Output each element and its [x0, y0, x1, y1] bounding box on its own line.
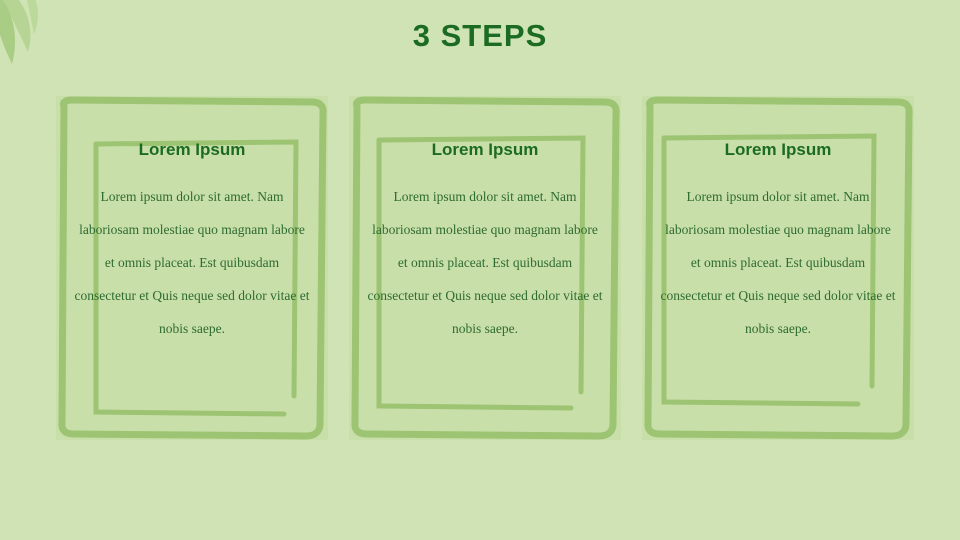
card-heading-1: Lorem Ipsum	[138, 140, 246, 159]
card-heading-2: Lorem Ipsum	[431, 140, 539, 159]
card-content-1	[74, 140, 310, 345]
card-content-3	[660, 140, 896, 345]
step-card-1[interactable]	[56, 96, 328, 440]
cards-row	[56, 96, 914, 444]
step-card-3[interactable]	[642, 96, 914, 440]
card-body-1: Lorem ipsum dolor sit amet. Nam laboriosam molestiae quo magnam labore et omnis placeat. Est quibusdam consectetur et Quis neque sed dolor vitae et nobis saepe.	[74, 189, 310, 337]
card-body-3: Lorem ipsum dolor sit amet. Nam laboriosam molestiae quo magnam labore et omnis placeat. Est quibusdam consectetur et Quis neque sed dolor vitae et nobis saepe.	[660, 189, 896, 337]
page-title: 3 STEPS	[412, 18, 548, 53]
card-body-2: Lorem ipsum dolor sit amet. Nam laboriosam molestiae quo magnam labore et omnis placeat. Est quibusdam consectetur et Quis neque sed dolor vitae et nobis saepe.	[367, 189, 603, 337]
step-card-2[interactable]	[349, 96, 621, 440]
card-heading-3: Lorem Ipsum	[724, 140, 832, 159]
card-content-2	[367, 140, 603, 345]
